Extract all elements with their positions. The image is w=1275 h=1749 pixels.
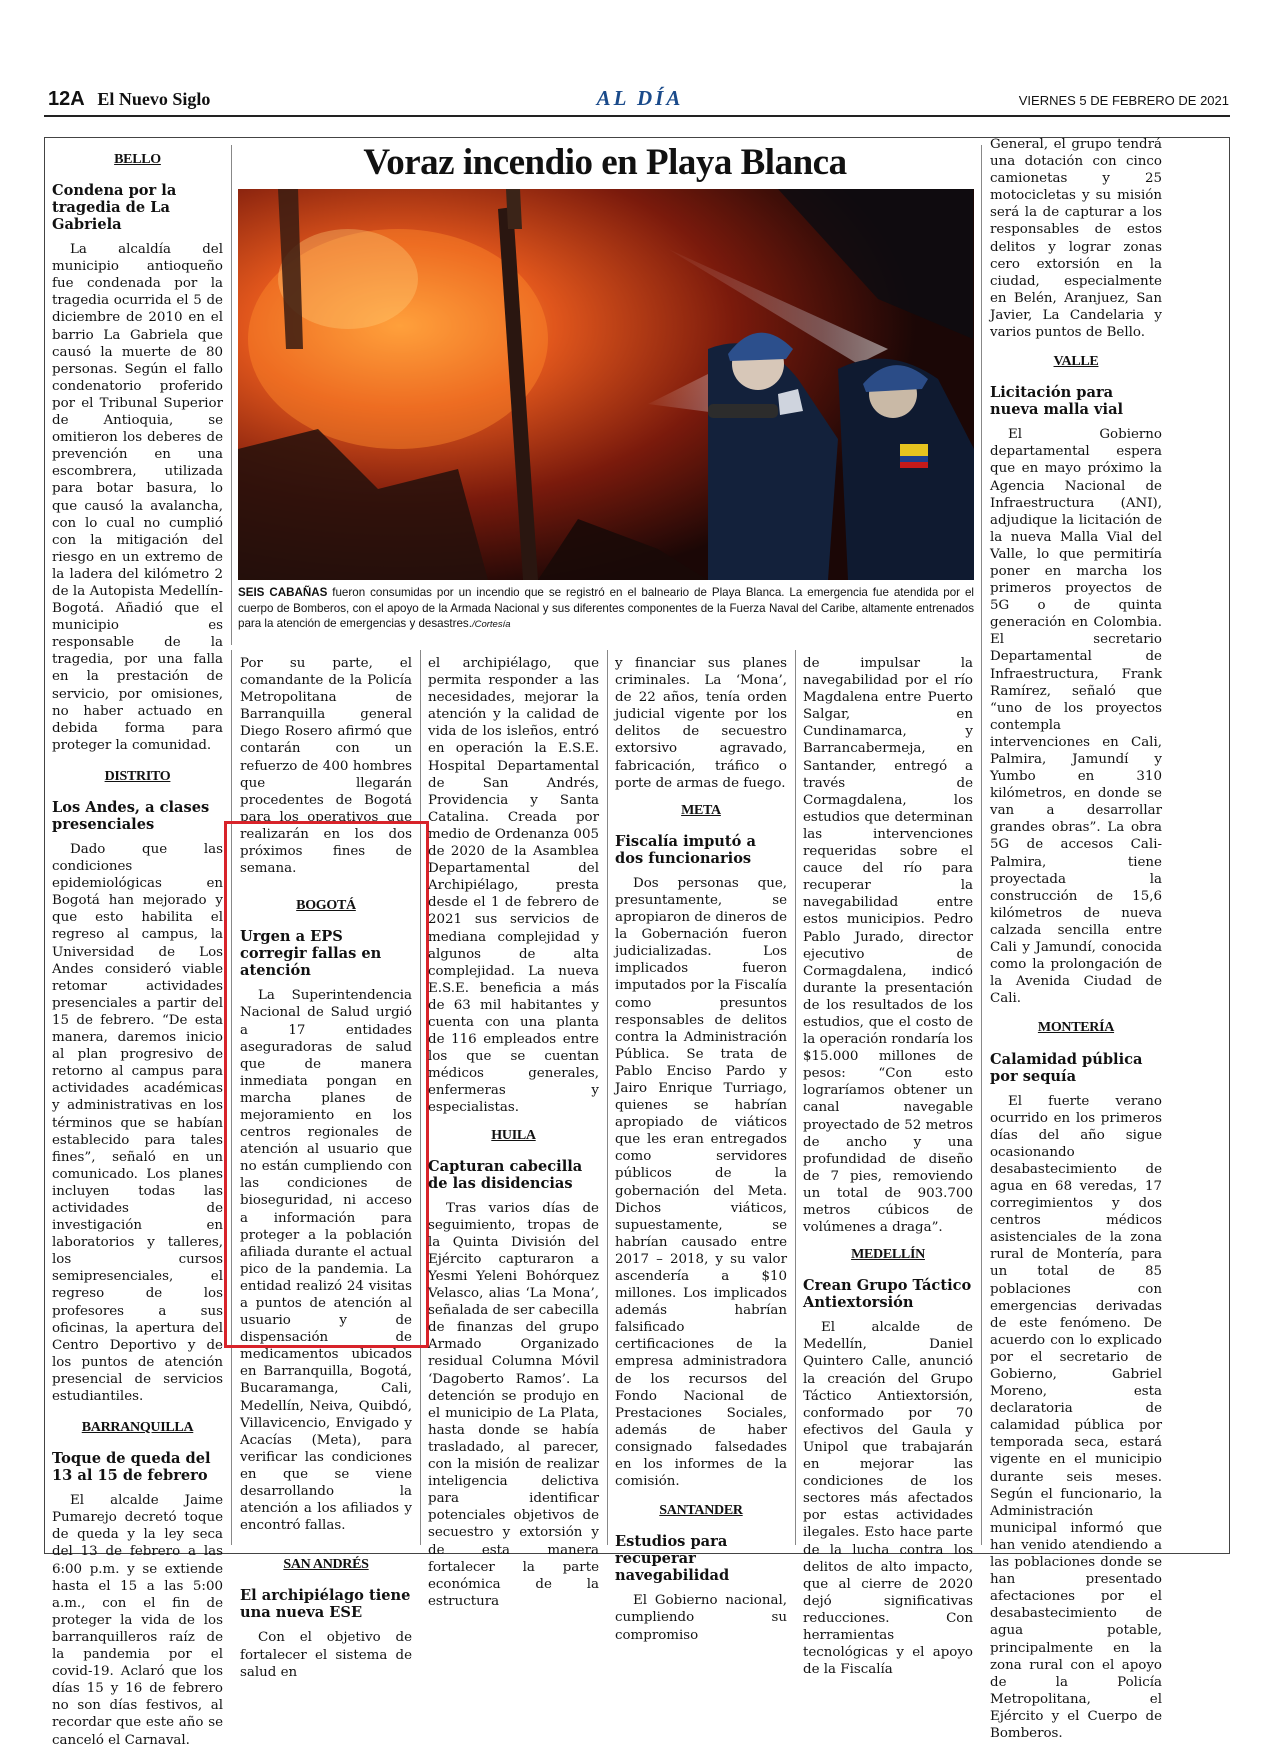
caption-lead: SEIS CABAÑAS [238,586,328,599]
article-huila-continued: y financiar sus planes criminales. La ‘Mona’, de 22 años, tenía orden judicial vigente por los delitos de secuestro extorsivo agravado, fabricación, tráfico o porte de armas de fuego. [615,656,787,791]
article-huila-body: Tras varios días de seguimiento, tropas de la Quinta División del Ejército capturaron a Yesmi Yeleni Bohórquez Velasco, alias ‘La Mona’, señalada de ser cabecilla de finanzas del grupo Armado Organizado residual Columna Móvil ‘Dagoberto Ramos’. La detención se produjo en el municipio de La Plata, hasta donde se había trasladado, al parecer, con la misión de realizar inteligencia delictiva para identificar potenciales objetivos de secuestro y extorsión y de esta manera fortalecer la parte económica de la estructura [428,1200,599,1609]
article-monteria-body: El fuerte verano ocurrido en los primeros días del año sigue ocasionando desabastecimiento de agua en 68 veredas, 17 corregimientos y dos centros médicos asistenciales de la zona rural de Montería, para un total de 85 poblaciones con emergencias derivadas de este fenómeno. De acuerdo con lo explicado por el secretario de Gobierno, Gabriel Moreno, esta declaratoria de calamidad pública por temporada seca, estará vigente en el municipio durante seis meses. Según el funcionario, la Administración municipal informó que han venido atendiendo a las poblaciones donde se han presentado afectaciones por el desabastecimiento de agua potable, principalmente en la zona rural con el apoyo de la Policía Metropolitana, el Ejército y el Cuerpo de Bomberos. [990,1093,1162,1741]
column-5 [803,655,973,1678]
headline-monteria: Calamidad pública por sequía [990,1050,1143,1085]
section-barranquilla: BARRANQUILLA [81,1420,194,1436]
article-medellin-body: El alcalde de Medellín, Daniel Quintero Calle, anunció la creación del Grupo Táctico Antiextorsión, conformado por 70 efectivos del Gaula y Unipol que trabajarán en mejorar las condiciones de los sectores más afectados por estas actividades ilegales. Esto hace parte de la lucha contra los delitos de alto impacto, que al cierre de 2020 dejó significativas reducciones. Con herramientas tecnológicas y el apoyo de la Fiscalía [803,1320,973,1678]
article-san-andres-body: Con el objetivo de fortalecer el sistema de salud en [240,1630,412,1680]
section-bogota: BOGOTÁ [296,898,356,914]
column-1 [52,145,223,1749]
section-medellin: MEDELLÍN [851,1247,925,1263]
article-santander-continued: de impulsar la navegabilidad por el río Magdalena entre Puerto Salgar, en Cundinamarca, y Barrancabermeja, en Santander, entregó a través de Cormagdalena, los estudios que determinan las intervenciones requeridas sobre el cauce del río para recuperar la navegabilidad entre estos municipios. Pedro Pablo Jurado, director ejecutivo de Cormagdalena, indicó durante la presentación de los resultados de los estudios, que el costo de la operación rondaría los $15.000 millones de pesos: “Con esto lograríamos obtener un canal navegable proyectado de 52 metros de ancho y una profundidad de diseño de 7 pies, removiendo un total de 903.700 metros cúbicos de volúmenes a draga”. [803,656,973,1236]
section-monteria: MONTERÍA [1037,1020,1115,1036]
headline-meta: Fiscalía imputó a dos funcionarios [615,832,756,867]
masthead: El Nuevo Siglo [97,89,211,109]
section-bello: BELLO [114,152,161,167]
column-3 [428,655,599,1610]
headline-distrito: Los Andes, a clases presenciales [52,799,210,833]
section-san-andres: SAN ANDRÉS [283,1557,369,1573]
headline-valle: Licitación para nueva malla vial [990,384,1124,419]
column-6 [990,136,1162,1742]
article-santander-body: El Gobierno nacional, cumpliendo su compromiso [615,1593,787,1643]
photo-caption [238,585,974,633]
article-valle-body: El Gobierno departamental espera que en mayo próximo la Agencia Nacional de Infraestructura (ANI), adjudique la licitación de la nueva Malla Vial del Valle, lo que permitiría poner en marcha los primeros proyectos de 5G o de quinta generación en Colombia. El secretario Departamental de Infraestructura, Frank Ramírez, señaló que “uno de los proyectos contempla intervenciones en Cali, Palmira, Jamundí y Yumbo en 310 kilómetros, en donde se van a desarrollar grandes obras”. La obra 5G de accesos Cali-Palmira, tiene proyectada la construcción de 15,6 kilómetros de nueva calzada sencilla entre Cali y Jamundí, conocida como la prolongación de la Avenida Ciudad de Cali. [990,427,1162,1007]
fire-photo [238,189,974,580]
section-valle: VALLE [1053,354,1099,370]
highlight-box [224,821,429,1348]
article-barranquilla-continued: Por su parte, el comandante de la Policía Metropolitana de Barranquilla general Diego Rosero afirmó que contarán con un refuerzo de 400 hombres que llegarán procedentes de Bogotá para los operativos que realizarán en los dos próximos fines de semana. [240,656,412,877]
main-headline: Voraz incendio en Playa Blanca [363,142,847,183]
firefighters-illustration [238,189,974,580]
headline-barranquilla: Toque de queda del 13 al 15 de febrero [52,1450,211,1485]
page-header-left [48,88,210,111]
article-barranquilla-body: El alcalde Jaime Pumarejo decretó toque de queda y la ley seca del 13 de febrero a las 6:00 p.m. y se extiende hasta el 15 a las 5:00 a.m., con el fin de proteger la vida de los barranquilleros raíz de la pandemia por el covid-19. Aclaró que los días 15 y 16 de febrero no son días festivos, al recordar que este año se canceló el Carnaval. [52,1493,223,1748]
caption-text: fueron consumidas por un incendio que se registró en el balneario de Playa Blanca. La emergencia fue atendida por el cuerpo de Bomberos, con el apoyo de la Armada Nacional y sus diferentes componentes de la Fuerza Naval del Caribe, altamente entrenados para la atención de emergencias y desastres. [238,586,974,630]
headline-bello: Condena por la tragedia de La Gabriela [52,182,177,234]
headline-medellin: Crean Grupo Táctico Antiextorsión [803,1277,972,1312]
article-distrito-body: Dado que las condiciones epidemiológicas en Bogotá han mejorado y que esto habilita el regreso al campus, la Universidad de Los Andes consideró viable retomar actividades presenciales a partir del 15 de febrero. “De esta manera, daremos inicio al plan progresivo de retorno al campus para actividades académicas y administrativas en los términos que se habían establecido para tales fines”, señaló en un comunicado. Los planes incluyen todas las actividades de investigación en laboratorios y talleres, los cursos semipresenciales, el regreso de los profesores a sus oficinas, la apertura del Centro Deportivo y de los puntos de atención presencial de servicios estudiantiles. [52,842,223,1404]
headline-bogota: Urgen a EPS corregir fallas en atención [240,928,382,980]
section-huila: HUILA [491,1127,536,1143]
column-divider [231,145,232,645]
section-santander: SANTANDER [659,1503,743,1519]
article-san-andres-continued: el archipiélago, que permita responder a las necesidades, mejorar la atención y la calidad de vida de los isleños, entró en operación la E.S.E. Hospital Departamental de San Andrés, Providencia y Santa Catalina. Creada por medio de Ordenanza 005 de 2020 de la Asamblea Departamental del Archipiélago, presta desde el 1 de febrero de 2021 sus servicios de mediana complejidad y algunos de alta complejidad. La nueva E.S.E. beneficia a más de 63 mil habitantes y cuenta con una planta de 116 empleados entre los que se cuentan médicos generales, enfermeras y especialistas. [428,656,599,1116]
section-label: AL DÍA [596,86,684,110]
article-meta-body: Dos personas que, presuntamente, se apropiaron de dineros de la Gobernación fueron judicializadas. Los implicados fueron imputados por la Fiscalía como presuntos responsables de delitos contra la Administración Pública. Se trata de Pablo Enciso Pardo y Jairo Enrique Turriago, quienes se habrían apropiado de viáticos que les eran entregados como servidores públicos de la gobernación del Meta. Dichos viáticos, supuestamente, se habrían causado entre 2017 – 2018, y su valor ascendería a $10 millones. Los implicados además habrían falsificado certificaciones de la empresa administradora de los recursos del Fondo Nacional de Prestaciones Sociales, además de haber consignado falsedades en los informes de la comisión. [615,875,787,1490]
section-meta: META [681,802,721,818]
column-divider [795,650,796,1545]
headline-santander: Estudios para recuperar navegabilidad [615,1533,730,1585]
headline-san-andres: El archipiélago tiene una nueva ESE [240,1587,411,1622]
article-medellin-continued: General, el grupo tendrá una dotación con cinco camionetas y 25 motocicletas y su misión será la de capturar a los responsables de estos delitos y lograr zonas cero extorsión en la ciudad, especialmente en Belén, Aranjuez, San Javier, La Candelaria y varios puntos de Bello. [990,137,1162,341]
photo-credit: /Cortesía [471,619,511,630]
issue-date: VIERNES 5 DE FEBRERO DE 2021 [1018,93,1229,108]
column-4 [615,655,787,1644]
headline-huila: Capturan cabecilla de las disidencias [428,1157,583,1192]
article-bogota-body: La Superintendencia Nacional de Salud urgió a 17 entidades aseguradoras de salud que de manera inmediata pongan en marcha planes de mejoramiento en los centros regionales de atención al usuario que no están cumpliendo con las condiciones de bioseguridad, ni acceso a información para proteger a la población afiliada durante el actual pico de la pandemia. La entidad realizó 24 visitas a puntos de atención al usuario y de dispensación de medicamentos ubicados en Barranquilla, Bogotá, Bucaramanga, Cali, Medellín, Neiva, Quibdó, Villavicencio, Envigado y Acacías (Meta), para verificar las condiciones en que se viene desarrollando la atención a los afiliados y encontró fallas. [240,988,412,1534]
article-bello-body: La alcaldía del municipio antioqueño fue condenada por la tragedia ocurrida el 5 de diciembre de 2010 en el barrio La Gabriela que causó la muerte de 80 personas. Según el fallo condenatorio proferido por el Tribunal Superior de Antioquia, se omitieron los deberes de prevención en una escombrera, utilizada para botar basura, lo que causó la avalancha, con lo cual no cumplió con la mitigación del riesgo en un extremo de la ladera del kilómetro 2 de la Autopista Medellín-Bogotá. Añadió que el municipio es responsable de la tragedia, por una falla en la prestación de servicio, por omisiones, no haber actuado en debida forma para proteger la comunidad. [52,242,223,753]
column-divider [607,650,608,1545]
page-number: 12A [48,88,85,110]
header-rule [44,115,1230,117]
column-divider [981,145,982,1545]
section-distrito: DISTRITO [104,768,171,784]
